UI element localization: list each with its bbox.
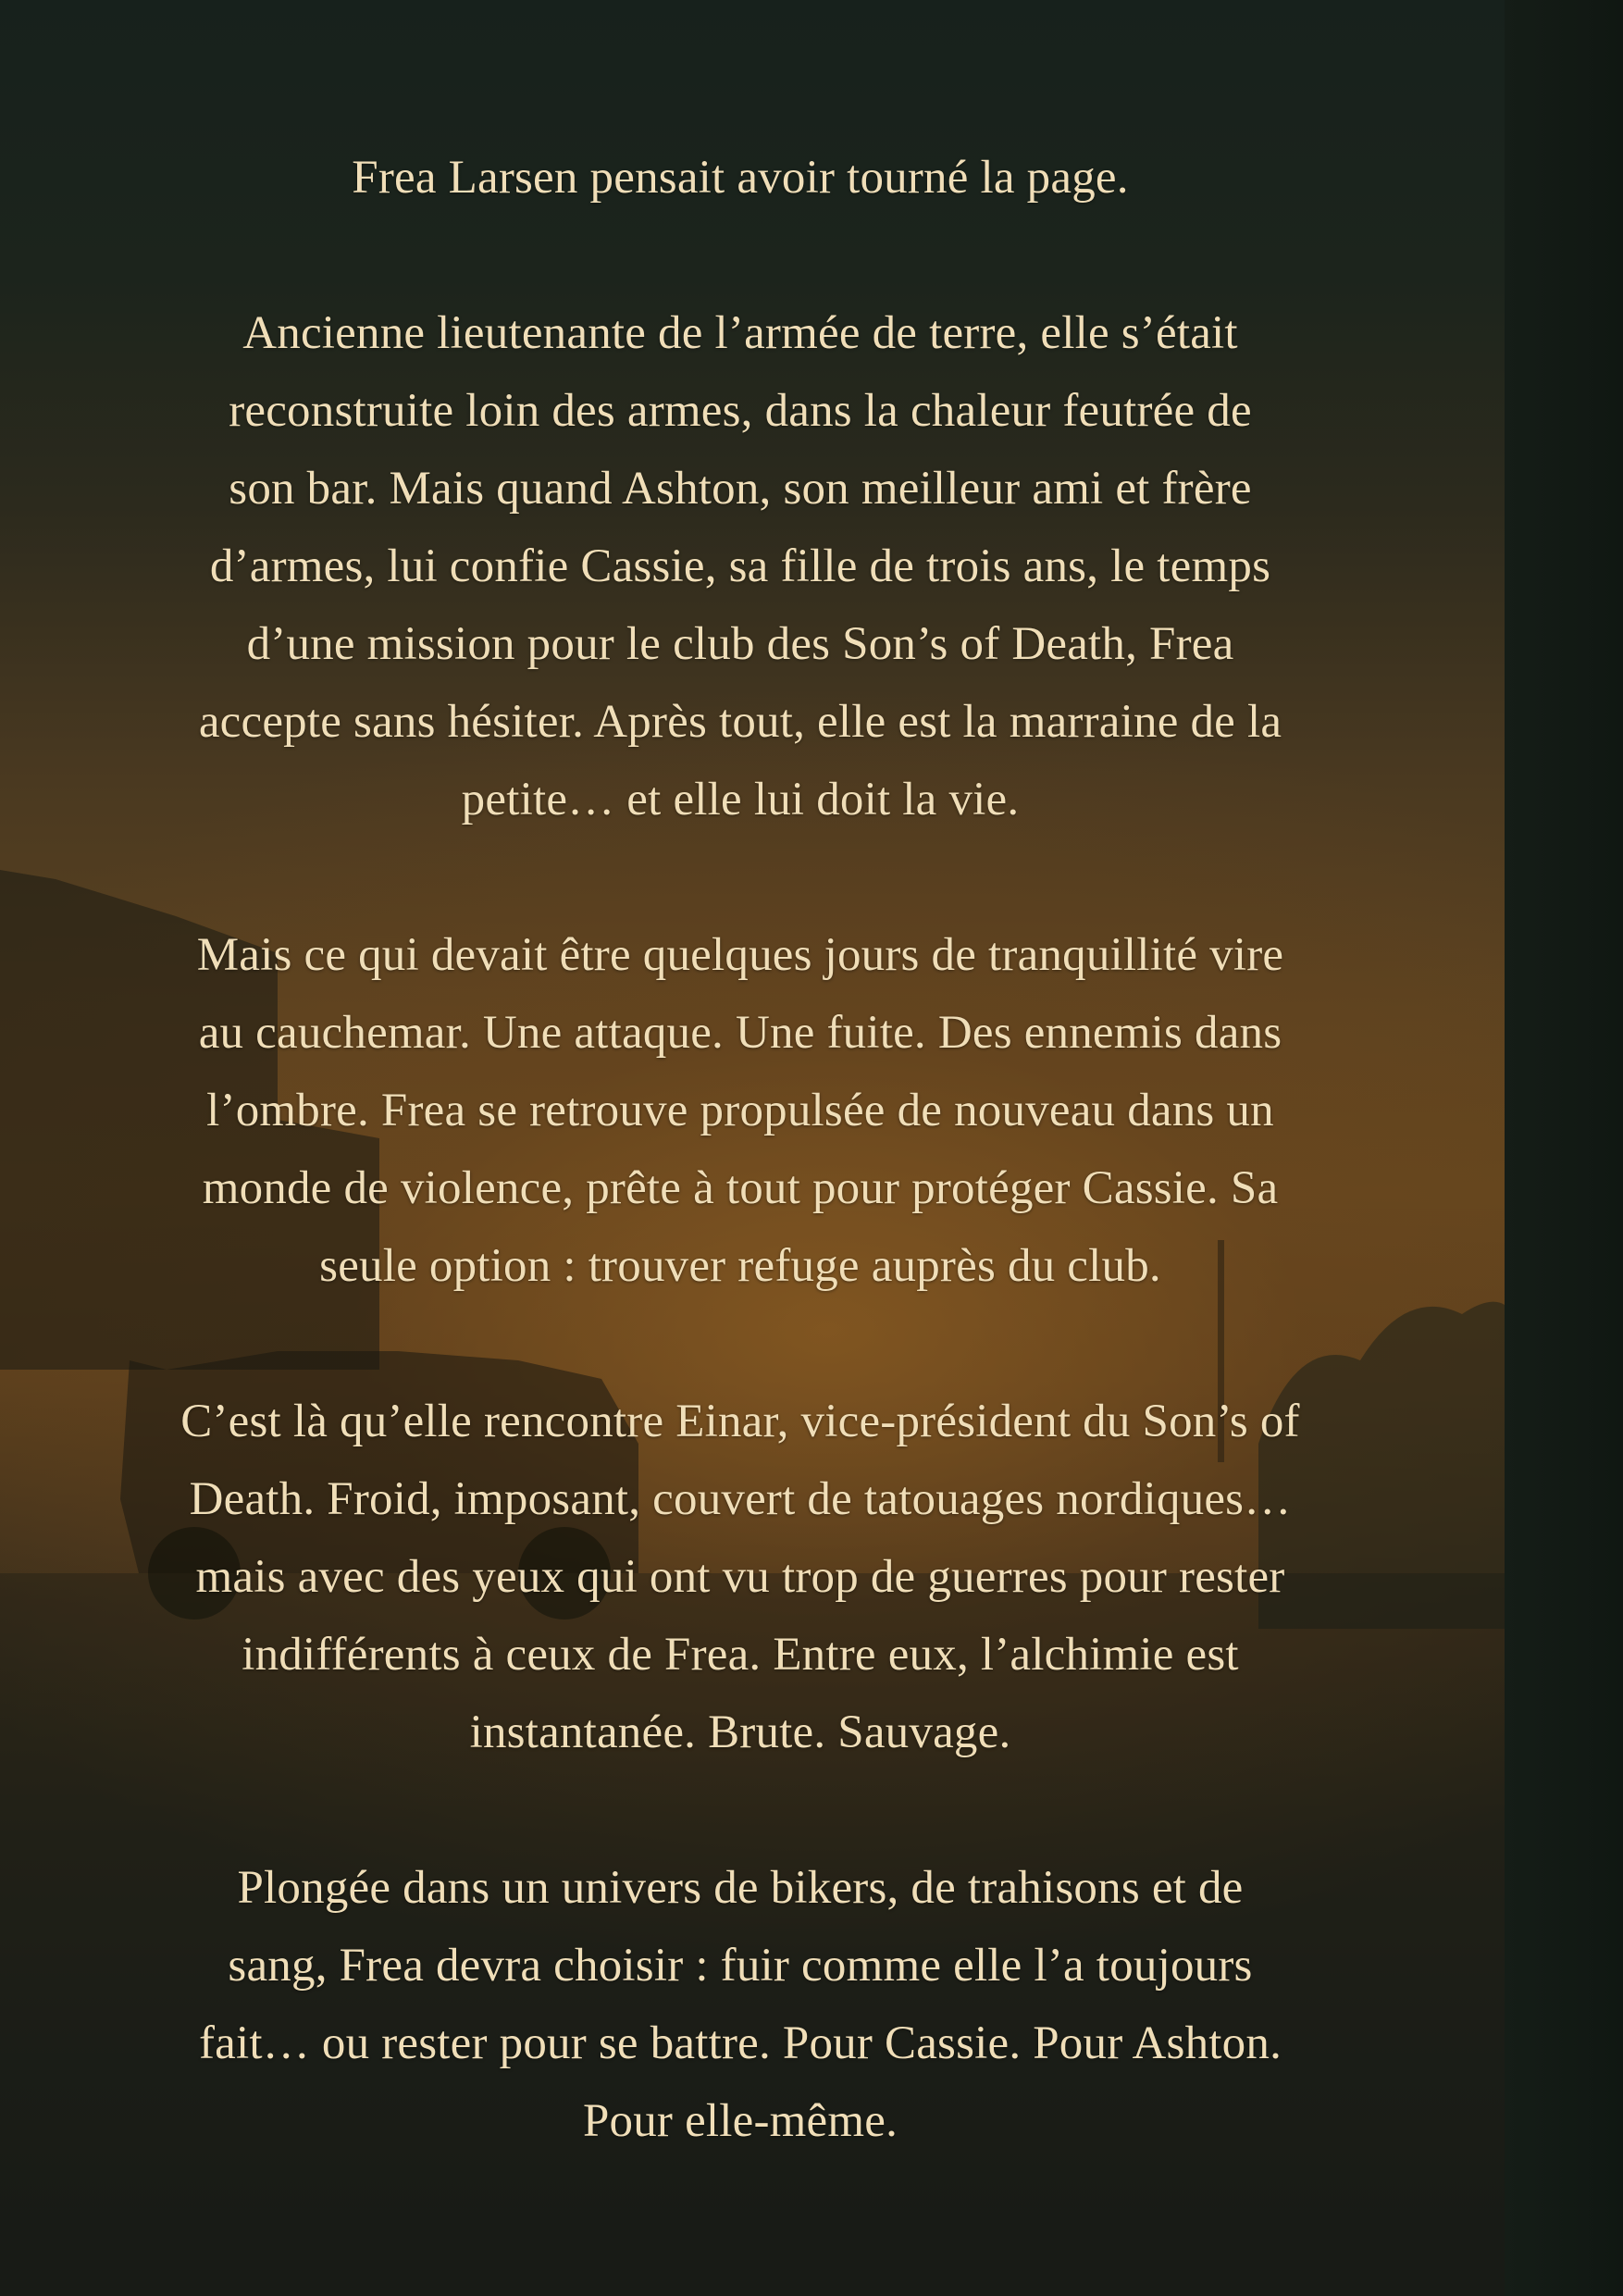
blurb-text <box>102 139 1379 2160</box>
blurb-paragraph-intro: Frea Larsen pensait avoir tourné la page. <box>352 152 1129 204</box>
blurb-paragraph-conflict: Mais ce qui devait être quelques jours de tranquillité vire au cauchemar. Une attaque. Une fuite. Des ennemis dans l’ombre. Frea se retrouve propulsée de nouveau dans un monde de violence, prête à tout pour protéger Cassie. Sa seule option : trouver refuge auprès du club. <box>196 929 1284 1292</box>
blurb-paragraph-encounter: C’est là qu’elle rencontre Einar, vice-président du Son’s of Death. Froid, imposant, couvert de tatouages nordiques… mais avec des yeux qui ont vu trop de guerres pour rester indifférents à ceux de Frea. Entre eux, l’alchimie est instantanée. Brute. Sauvage. <box>180 1396 1300 1758</box>
spine-strip <box>1505 0 1623 2296</box>
blurb-paragraph-stakes: Plongée dans un univers de bikers, de trahisons et de sang, Frea devra choisir : fuir comme elle l’a toujours fait… ou rester pour se battre. Pour Cassie. Pour Ashton. Pour elle-même. <box>198 1862 1282 2147</box>
blurb-paragraph-background: Ancienne lieutenante de l’armée de terre, elle s’était reconstruite loin des armes, dans la chaleur feutrée de son bar. Mais quand Ashton, son meilleur ami et frère d’armes, lui confie Cassie, sa fille de trois ans, le temps d’une mission pour le club des Son’s of Death, Frea accepte sans hésiter. Après tout, elle est la marraine de la petite… et elle lui doit la vie. <box>198 307 1282 825</box>
